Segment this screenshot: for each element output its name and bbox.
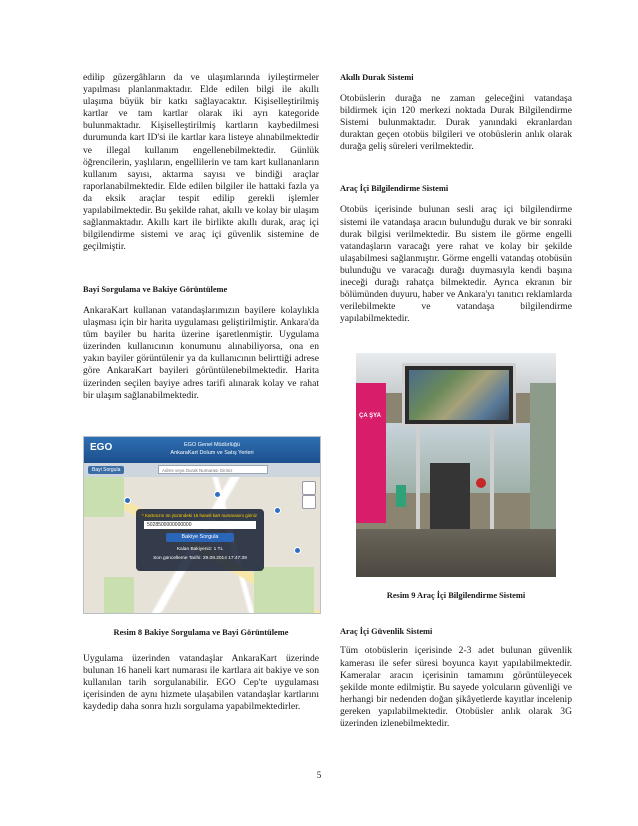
body-paragraph: Uygulama üzerinden vatandaşlar AnkaraKart üzerinde bulunan 16 haneli kart numarası ile kartlara ait bakiye ve son kullanılan tarih sorgulanabilir. EGO Cep'te uygulaması içerisinden de aynı hizmete ulaşabilen vatandaşlar kartlarını kaydedip daha sonra hızlı sorgulama yapabilmektedirler. [83,652,319,713]
zoom-in-icon[interactable] [302,481,316,495]
app-title: EGO Genel Müdürlüğü [184,441,240,448]
card-validator [396,485,406,507]
section-heading-guvenlik: Araç İçi Güvenlik Sistemi [340,627,433,637]
section-heading-durak: Akıllı Durak Sistemi [340,73,414,82]
figure-caption: Resim 8 Bakiye Sorgulama ve Bayi Görüntüleme [113,627,289,637]
section-heading-bayi: Bayi Sorgulama ve Bakiye Görüntüleme [83,285,228,294]
body-paragraph: Otobüslerin durağa ne zaman geleceğini vatandaşa bildirmek için 120 merkezi noktada Durak Bilgilendirme Sistemi bulunmaktadır. Durak yanındaki ekranlardan duraktan geçen otobüs bilgileri ve otobüslerin anlık olarak durağa geliş süreleri verilmektedir. [340,93,572,153]
app-subtitle: AnkaraKart Dolum ve Satış Yerleri [170,449,254,456]
zoom-out-icon[interactable] [302,495,316,509]
right-column [340,72,572,730]
back-button[interactable]: Bayi Sorgula [88,466,124,474]
balance-query-button[interactable]: Bakiye Sorgula [166,533,234,542]
card-number-input[interactable]: 5028500000000000 [144,521,256,529]
page-number: 5 [316,770,322,780]
address-search-input[interactable]: Adres veya Durak Numarası Giriniz [158,465,268,474]
balance-dialog [136,509,264,571]
bus-floor [356,529,556,577]
info-display-screen [402,363,516,427]
ego-logo: EGO [90,441,113,453]
dealer-pin-icon[interactable] [124,497,131,504]
bus-interior-photo [356,353,556,577]
section-heading-arac: Araç İçi Bilgilendirme Sistemi [340,184,449,194]
balance-query-screenshot [83,436,321,614]
left-column [83,72,319,713]
dealer-pin-icon[interactable] [294,547,301,554]
last-update-text: Son güncelleme Tarihi: 29.08.2014 17:47:39 [153,555,247,561]
ad-panel [356,383,386,523]
park-area [84,477,124,517]
ad-text: ÇA ŞYA [359,413,381,420]
body-paragraph: edilip güzergâhların da ve ulaşımlarında iyileştirmeler yapılması planlanmaktadır. Elde edilen bilgi ile akıllı ulaşıma büyük bir katkı sağlayacaktır. Kişiselleştirilmiş kartlar ve tam kartlar olarak iki ayrı kategoride bulunmaktadır. Kişiselleştirilmiş kartların kaybedilmesi durumunda kart ID'si ile kartlar kara listeye alınabilmektedir ve illegal kullanım engellenebilmektedir. Günlük öğrencilerin, yaşlıların, engellilerin ve tam kart kullananların kullanım sayısı, aktarma sayısı ve bindiği araçlar raporlanabilmektedir. Elde edilen bilgiler ile hattaki fazla ya da eksik araçlar tespit edilip gerekli işlemler yapılabilmektedir. Bu şekilde rahat, akıllı ve kolay bir ulaşım sağlanmaktadır. Akıllı kart ile birlikte akıllı durak, araç içi bilgilendirme sistemi ve araç içi güvenlik sistemine de geçilmiştir. [83,72,319,253]
screen-content [409,370,509,420]
balance-text: Kalan Bakiyeniz: 1 TL [176,546,224,552]
body-paragraph: Otobüs içerisinde bulunan sesli araç içi bilgilendirme sistemi ile vatandaşa aracın bulunduğu durak ve bir sonraki durak bilgisi verilmektedir. Bu sistem ile görme engelli vatandaşların varacağı yere rahat ve kolay bir şekilde ulaşabilmesi sağlanmıştır. Görme engelli vatandaş otobüsün bulunduğu ve varacağı durağı duymasıyla kendi başına ineceği durağı rahatça bilmektedir. Ayrıca ekranın bir bölümünden duyuru, haber ve Ankara'yı tanıtıcı reklamlarda verilebilmekte ve vatandaşa bilgilendirme yapılabilmektedir. [340,204,572,325]
body-paragraph: Tüm otobüslerin içerisinde 2-3 adet bulunan güvenlik kamerası ile sefer süresi boyunca kayıt yapılabilmektedir. Kameralar aracın içerisinin tamamını görüntüleyecek şekilde monte edilmiştir. Bu sayede yolcuların güvenliği ve herhangi bir nedenden doğan şikâyetlerde kayıtlar incelenip gereken yapılabilmektedir. Otobüsler anlık olarak 3G üzerinden izlenebilmektedir. [340,645,572,729]
figure-caption: Resim 9 Araç İçi Bilgilendirme Sistemi [386,591,526,601]
dealer-pin-icon[interactable] [214,491,221,498]
body-paragraph: AnkaraKart kullanan vatandaşlarımızın bayilere kolaylıkla ulaşması için bir harita uygulaması geliştirilmiştir. Ankara'da tüm bayiler bu harita üzerine işaretlenmiştir. Uygulama üzerinden kullanıcının konumunu alınabiliyorsa, ona en yakın bayiler görüntülenir ya da kullanıcının belirttiği adrese göre AnkaraKart bayileri görüntülenebilmektedir. Harita üzerinden seçilen bayiye adres tarifi alınarak kolay ve rahat bir ulaşım sağlanabilmektedir. [83,305,319,401]
park-area [104,577,134,613]
park-area [254,567,314,613]
side-panel [530,383,556,543]
card-number-label: * Kartınızın ön yüzündeki 16 haneli kart numarasını giriniz [142,512,258,518]
dealer-pin-icon[interactable] [274,507,281,514]
